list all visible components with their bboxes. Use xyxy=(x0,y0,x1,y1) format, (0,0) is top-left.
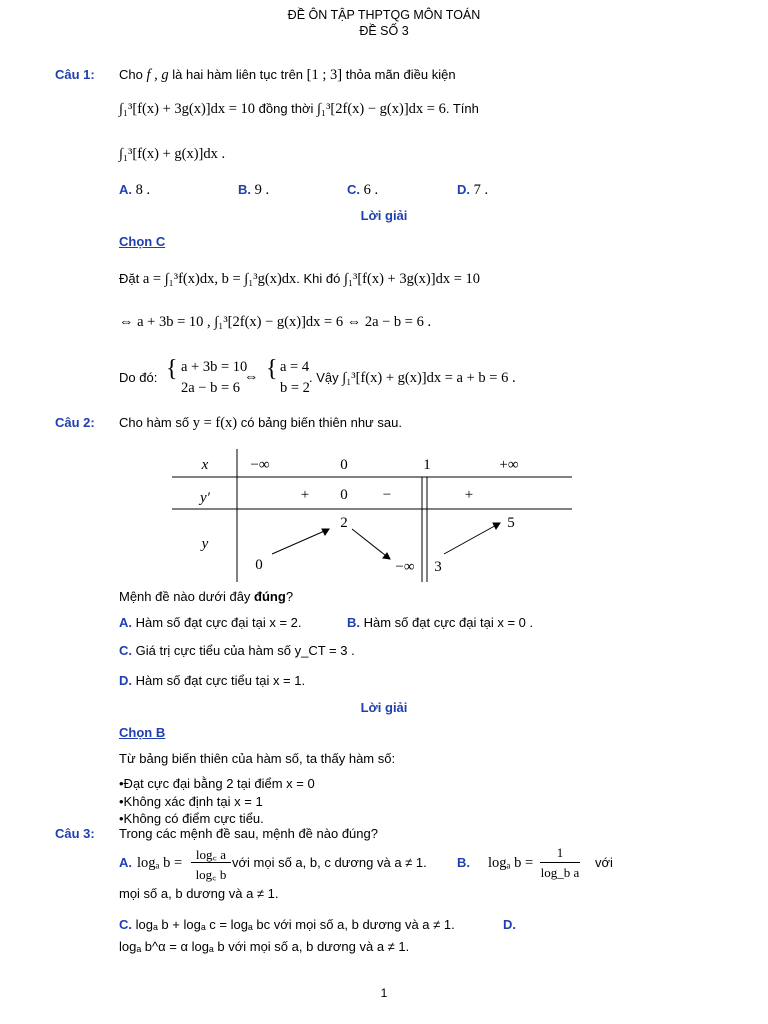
q1-conditions: ∫₁³[f(x) + 3g(x)]dx = 10 đồng thời ∫₁³[2f(x) − g(x)]dx = 6. Tính xyxy=(119,101,479,117)
q3-intro: Trong các mệnh đề sau, mệnh đề nào đúng? xyxy=(119,826,378,841)
system2-row2: b = 2 xyxy=(280,380,310,396)
x-value-pos-inf: +∞ xyxy=(499,457,519,473)
variation-table xyxy=(172,449,572,582)
q1-choice: Chọn C xyxy=(119,234,166,249)
x-value-neg-inf: −∞ xyxy=(250,457,270,473)
q3-option-b-denominator: log_b a xyxy=(540,865,580,880)
x-value-1: 1 xyxy=(423,457,431,473)
arrow-down xyxy=(352,529,390,559)
q2-bullet-1: •Đạt cực đại bằng 2 tại điểm x = 0 xyxy=(119,776,315,791)
y-value-5: 5 xyxy=(507,515,515,531)
yprime-sign-1: + xyxy=(300,487,310,503)
q2-choice: Chọn B xyxy=(119,725,166,740)
equiv-arrow: ⇔ xyxy=(244,369,259,385)
system2-row1: a = 4 xyxy=(280,359,310,375)
doc-title: ĐỀ ÔN TẬP THPTQG MÔN TOÁN xyxy=(287,8,481,22)
q3-option-a-denominator: log꜀ b xyxy=(195,867,227,882)
brace-left-1: { xyxy=(166,356,178,382)
brace-left-2: { xyxy=(266,356,278,382)
y-value-neg-inf: −∞ xyxy=(395,559,415,575)
q1-solution-label: Lời giải xyxy=(360,208,408,223)
q1-option-d: D. 7 . xyxy=(457,182,489,198)
q3-option-a-tail: với mọi số a, b, c dương và a ≠ 1. xyxy=(232,855,427,870)
row-label-x: x xyxy=(201,457,209,473)
q1-label: Câu 1: xyxy=(55,67,95,82)
q2-label: Câu 2: xyxy=(55,415,95,430)
q3-option-b-continuation: mọi số a, b dương và a ≠ 1. xyxy=(119,886,279,901)
q2-question: Mệnh đề nào dưới đây đúng? xyxy=(119,589,294,604)
yprime-sign-3: + xyxy=(464,487,474,503)
arrow-up-1 xyxy=(272,529,329,554)
page-number: 1 xyxy=(380,986,388,1000)
x-value-0: 0 xyxy=(340,457,348,473)
q1-option-b: B. 9 . xyxy=(238,182,270,198)
q1-solution-line3-end: . Vậy ∫₁³[f(x) + g(x)]dx = a + b = 6 . xyxy=(309,370,516,386)
q1-solution-line1: Đặt a = ∫₁³f(x)dx, b = ∫₁³g(x)dx. Khi đó ∫₁³[f(x) + 3g(x)]dx = 10 xyxy=(119,271,481,287)
q2-bullet-2: •Không xác định tại x = 1 xyxy=(119,794,263,809)
q3-option-a-key: A. xyxy=(119,855,132,870)
q3-option-b-tail: với xyxy=(595,855,613,870)
q2-solution-label: Lời giải xyxy=(360,700,408,715)
q2-option-c: C. Giá trị cực tiểu của hàm số y_CT = 3 . xyxy=(119,643,355,658)
arrow-up-2 xyxy=(444,523,500,554)
y-value-max: 2 xyxy=(340,515,348,531)
q1-option-a: A. 8 . xyxy=(119,182,151,198)
q1-ask: ∫₁³[f(x) + g(x)]dx . xyxy=(119,146,226,162)
system1-row2: 2a − b = 6 xyxy=(181,380,241,396)
q1-solution-line3-label: Do đó: xyxy=(119,370,158,385)
q2-option-b: B. Hàm số đạt cực đại tại x = 0 . xyxy=(347,615,534,630)
fraction-bar-b xyxy=(540,862,580,863)
q2-option-d: D. Hàm số đạt cực tiểu tại x = 1. xyxy=(119,673,306,688)
q3-option-a-numerator: log꜀ a xyxy=(195,847,227,862)
y-value-start: 0 xyxy=(255,557,263,573)
q3-label: Câu 3: xyxy=(55,826,95,841)
q1-solution-line2: ⇔ a + 3b = 10 , ∫₁³[2f(x) − g(x)]dx = 6 ⇔ 2a − b = 6 . xyxy=(119,314,432,330)
q2-intro: Cho hàm số y = f(x) có bảng biến thiên như sau. xyxy=(119,415,402,431)
q3-option-b-lhs: logₐ b = xyxy=(488,855,534,871)
q3-option-a-lhs: logₐ b = xyxy=(137,855,183,871)
q2-bullet-3: •Không có điểm cực tiểu. xyxy=(119,811,264,826)
y-value-3: 3 xyxy=(434,559,442,575)
q3-option-d-key: D. xyxy=(503,917,516,932)
yprime-zero: 0 xyxy=(340,487,348,503)
row-label-yprime: y′ xyxy=(200,490,210,506)
q1-option-c: C. 6 . xyxy=(347,182,379,198)
q3-option-b-key: B. xyxy=(457,855,470,870)
q2-solution-intro: Từ bảng biến thiên của hàm số, ta thấy hàm số: xyxy=(119,751,396,766)
q3-option-b-numerator: 1 xyxy=(556,845,564,860)
q2-option-a: A. Hàm số đạt cực đại tại x = 2. xyxy=(119,615,302,630)
q3-option-d: logₐ b^α = α logₐ b với mọi số a, b dương và a ≠ 1. xyxy=(119,939,410,954)
fraction-bar-a xyxy=(191,862,231,863)
q3-option-c: C. logₐ b + logₐ c = logₐ bc với mọi số a, b dương và a ≠ 1. xyxy=(119,917,455,932)
q1-intro: Cho f , g là hai hàm liên tục trên [1 ; 3] thỏa mãn điều kiện xyxy=(119,67,456,83)
yprime-sign-2: − xyxy=(382,487,392,503)
doc-subtitle: ĐỀ SỐ 3 xyxy=(359,24,409,38)
row-label-y: y xyxy=(201,536,209,552)
system1-row1: a + 3b = 10 xyxy=(181,359,248,375)
